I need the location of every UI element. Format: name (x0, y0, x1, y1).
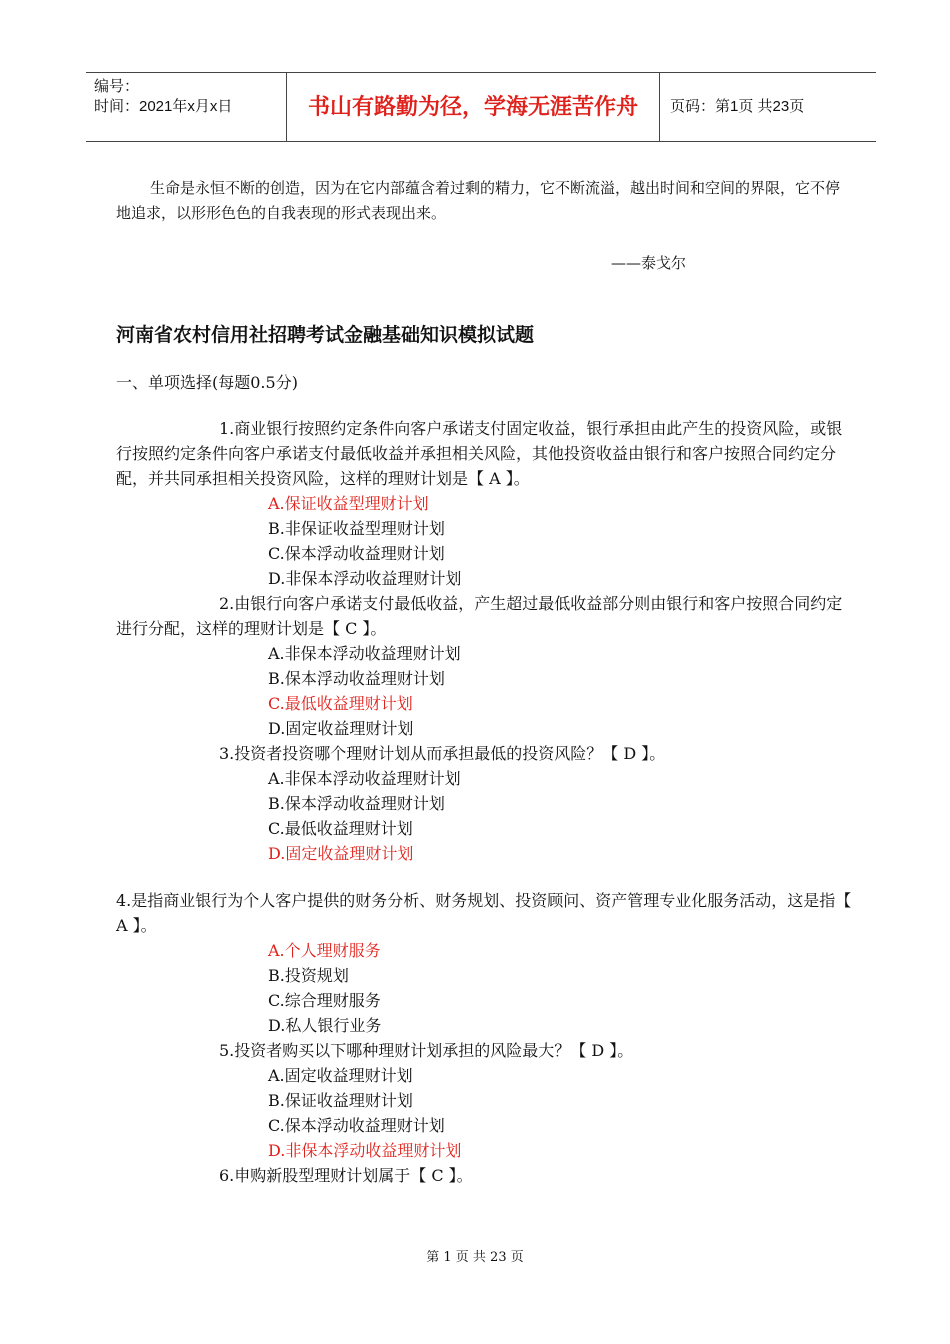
quote-text: 生命是永恒不断的创造，因为在它内部蕴含着过剩的精力，它不断流溢，越出时间和空间的界限，它不停地追求，以形形色色的自我表现的形式表现出来。 (116, 179, 841, 222)
document-number-label: 编号： (94, 78, 140, 95)
question-list (116, 416, 856, 1188)
option: D.私人银行业务 (268, 1016, 382, 1035)
spacer (116, 866, 856, 888)
option-correct: C.最低收益理财计划 (268, 694, 413, 713)
question-block (116, 591, 856, 741)
option: C.保本浮动收益理财计划 (268, 1116, 445, 1135)
option: A.非保本浮动收益理财计划 (268, 769, 461, 788)
section-heading: 一、单项选择(每题0.5分) (116, 373, 298, 392)
header-meta (94, 77, 232, 117)
option: B.非保证收益型理财计划 (268, 519, 445, 538)
document-title: 河南省农村信用社招聘考试金融基础知识模拟试题 (116, 324, 535, 346)
question-text: 5.投资者购买以下哪种理财计划承担的风险最大？【 D 】。 (219, 1041, 634, 1060)
question-text: 4.是指商业银行为个人客户提供的财务分析、财务规划、投资顾问、资产管理专业化服务活动，这是指【 A 】。 (116, 891, 852, 935)
option-correct: D.非保本浮动收益理财计划 (268, 1141, 462, 1160)
option: C.保本浮动收益理财计划 (268, 544, 445, 563)
option: D.非保本浮动收益理财计划 (268, 569, 462, 588)
option: A.非保本浮动收益理财计划 (268, 644, 461, 663)
question-text: 3.投资者投资哪个理财计划从而承担最低的投资风险？【 D 】。 (219, 744, 666, 763)
page-footer: 第 1 页 共 23 页 (426, 1250, 524, 1265)
option-correct: D.固定收益理财计划 (268, 844, 414, 863)
option: C.最低收益理财计划 (268, 819, 413, 838)
page-header (86, 72, 876, 142)
header-page-info: 页码：第1页 共23页 (670, 98, 805, 115)
question-block (116, 741, 856, 866)
option-correct: A.保证收益型理财计划 (268, 494, 429, 513)
question-block (116, 1038, 856, 1163)
question-block (116, 416, 856, 591)
option: B.投资规划 (268, 966, 349, 985)
header-motto: 书山有路勤为径，学海无涯苦作舟 (286, 73, 660, 141)
option: B.保本浮动收益理财计划 (268, 794, 445, 813)
option: B.保本浮动收益理财计划 (268, 669, 445, 688)
question-block (116, 1163, 856, 1188)
question-text: 6.申购新股型理财计划属于【 C 】。 (219, 1166, 473, 1185)
question-text: 2.由银行向客户承诺支付最低收益，产生超过最低收益部分则由银行和客户按照合同约定进行分配，这样的理财计划是【 C 】。 (116, 594, 843, 638)
option: A.固定收益理财计划 (268, 1066, 413, 1085)
option: B.保证收益理财计划 (268, 1091, 413, 1110)
question-text: 1.商业银行按照约定条件向客户承诺支付固定收益，银行承担由此产生的投资风险，或银行按照约定条件向客户承诺支付最低收益并承担相关风险，其他投资收益由银行和客户按照合同约定分配，并共同承担相关投资风险，这样的理财计划是【 A 】。 (116, 419, 843, 488)
quote-author: ——泰戈尔 (611, 254, 687, 272)
question-block (116, 888, 856, 1038)
document-time-label: 时间：2021年x月x日 (94, 98, 233, 115)
option: C.综合理财服务 (268, 991, 381, 1010)
option-correct: A.个人理财服务 (268, 941, 381, 960)
option: D.固定收益理财计划 (268, 719, 414, 738)
